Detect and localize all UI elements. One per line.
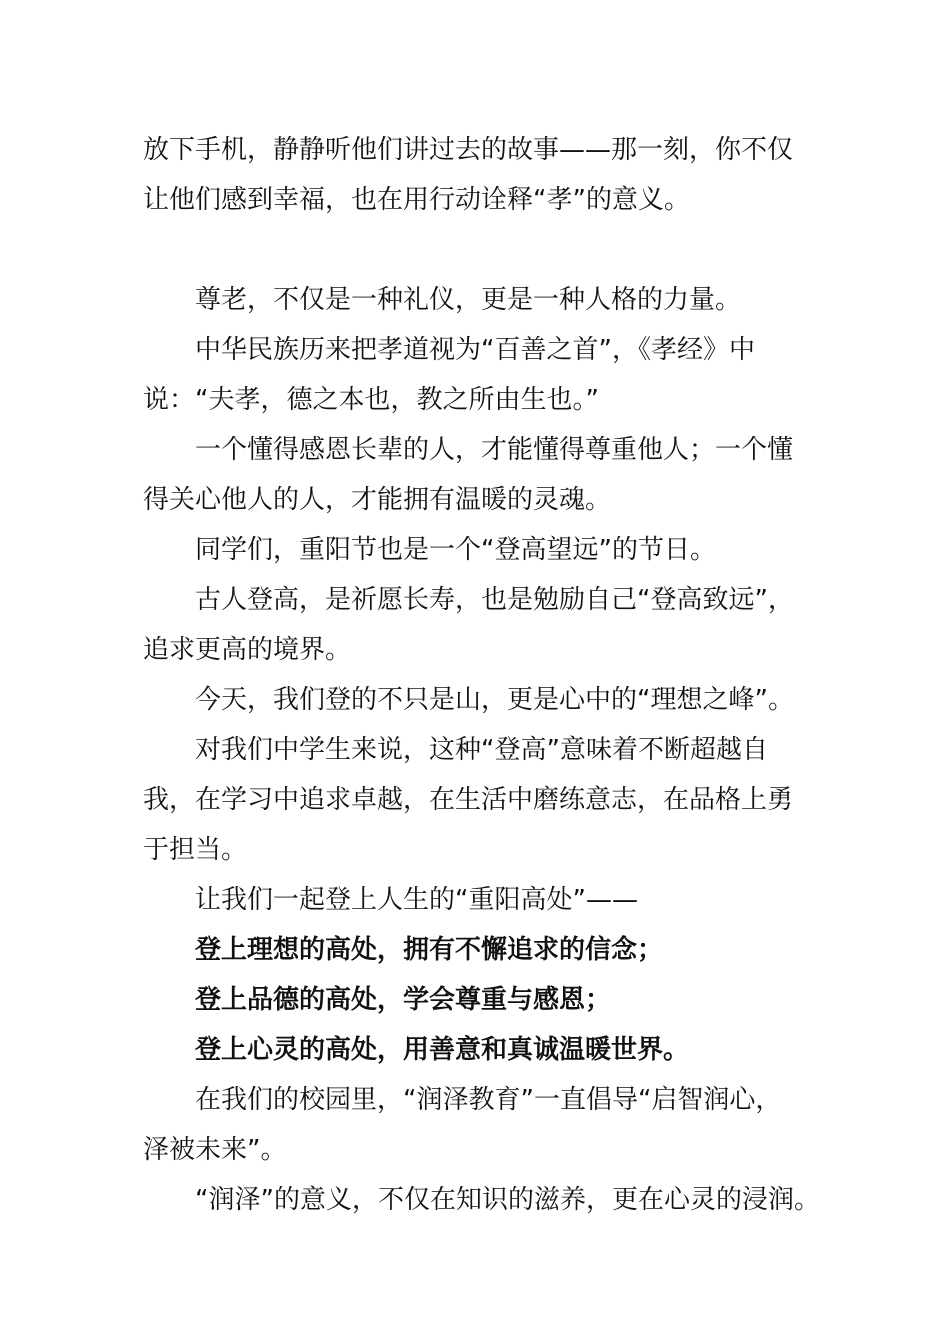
text-line-8: 同学们，重阳节也是一个“登高望远”的节日。 xyxy=(195,535,716,565)
text-line-14: 于担当。 xyxy=(143,835,248,865)
text-line-13: 我，在学习中追求卓越，在生活中磨练意志，在品格上勇 xyxy=(143,785,794,815)
text-line-11: 今天，我们登的不只是山，更是心中的“理想之峰”。 xyxy=(195,685,794,715)
bold-line-2: 登上品德的高处，学会尊重与感恩； xyxy=(195,985,612,1015)
text-line-4: 中华民族历来把孝道视为“百善之首”，《孝经》中 xyxy=(195,335,755,365)
text-line-7: 得关心他人的人，才能拥有温暖的灵魂。 xyxy=(143,485,612,515)
text-line-15: 让我们一起登上人生的“重阳高处”—— xyxy=(195,885,638,915)
text-line-1: 放下手机，静静听他们讲过去的故事——那一刻，你不仅 xyxy=(143,135,794,165)
text-line-6: 一个懂得感恩长辈的人，才能懂得尊重他人；一个懂 xyxy=(195,435,794,465)
text-line-18: “润泽”的意义，不仅在知识的滋养，更在心灵的浸润。 xyxy=(195,1185,820,1215)
text-line-10: 追求更高的境界。 xyxy=(143,635,352,665)
text-line-9: 古人登高，是祈愿长寿，也是勉励自己“登高致远”， xyxy=(195,585,794,615)
text-line-5: 说：“夫孝，德之本也，教之所由生也。” xyxy=(143,385,599,415)
bold-line-1: 登上理想的高处，拥有不懈追求的信念； xyxy=(195,935,664,965)
text-line-17: 泽被未来”。 xyxy=(143,1135,287,1165)
text-line-3: 尊老，不仅是一种礼仪，更是一种人格的力量。 xyxy=(195,285,742,315)
text-line-16: 在我们的校园里，“润泽教育”一直倡导“启智润心， xyxy=(195,1085,782,1115)
text-line-12: 对我们中学生来说，这种“登高”意味着不断超越自 xyxy=(195,735,768,765)
text-line-2: 让他们感到幸福，也在用行动诠释“孝”的意义。 xyxy=(143,185,690,215)
bold-line-3: 登上心灵的高处，用善意和真诚温暖世界。 xyxy=(195,1035,690,1065)
